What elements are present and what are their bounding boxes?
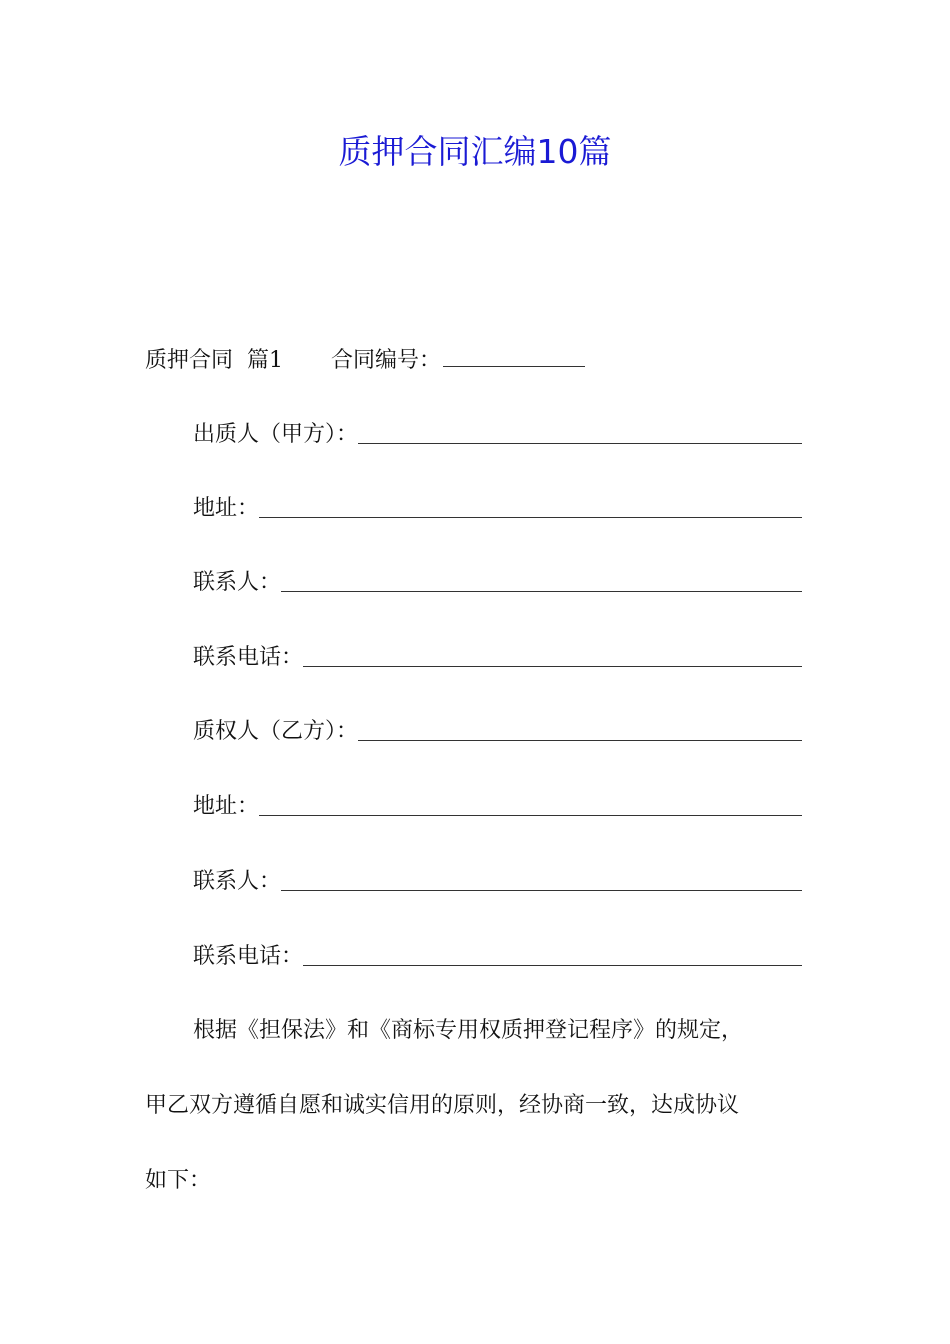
pledgor-blank[interactable] — [358, 421, 802, 444]
pledgor-phone-blank[interactable] — [303, 644, 802, 667]
field-label: 联系人： — [193, 570, 282, 595]
pledgor-address-field — [193, 494, 802, 524]
pledgee-field — [193, 717, 802, 747]
document-title: 质押合同汇编10篇 — [338, 132, 612, 171]
section-title: 质押合同 篇1 — [145, 348, 283, 373]
contract-number-label: 合同编号： — [330, 348, 441, 373]
pledgor-phone-field — [193, 643, 802, 673]
pledgor-contact-blank[interactable] — [281, 569, 802, 592]
field-label: 联系人： — [193, 869, 282, 894]
section-header — [145, 344, 585, 376]
field-label: 联系电话： — [193, 944, 304, 969]
pledgee-address-blank[interactable] — [259, 793, 802, 816]
pledgor-field — [193, 420, 802, 450]
paragraph-line: 根据《担保法》和《商标专用权质押登记程序》的规定， — [193, 1018, 744, 1043]
field-label: 地址： — [193, 794, 260, 819]
contract-number-blank[interactable] — [443, 344, 585, 367]
pledgee-phone-blank[interactable] — [303, 943, 802, 966]
field-label: 地址： — [193, 496, 260, 521]
pledgee-contact-field — [193, 867, 802, 897]
field-label: 联系电话： — [193, 645, 304, 670]
pledgee-address-field — [193, 792, 802, 822]
pledgee-blank[interactable] — [358, 718, 802, 741]
pledgee-contact-blank[interactable] — [281, 868, 802, 891]
field-label: 质权人（乙方）： — [193, 719, 359, 744]
pledgee-phone-field — [193, 942, 802, 972]
field-label: 出质人（甲方）： — [193, 422, 359, 447]
pledgor-address-blank[interactable] — [259, 495, 802, 518]
paragraph-line: 如下： — [145, 1168, 212, 1193]
paragraph-line: 甲乙双方遵循自愿和诚实信用的原则，经协商一致，达成协议 — [145, 1093, 740, 1118]
pledgor-contact-field — [193, 568, 802, 598]
